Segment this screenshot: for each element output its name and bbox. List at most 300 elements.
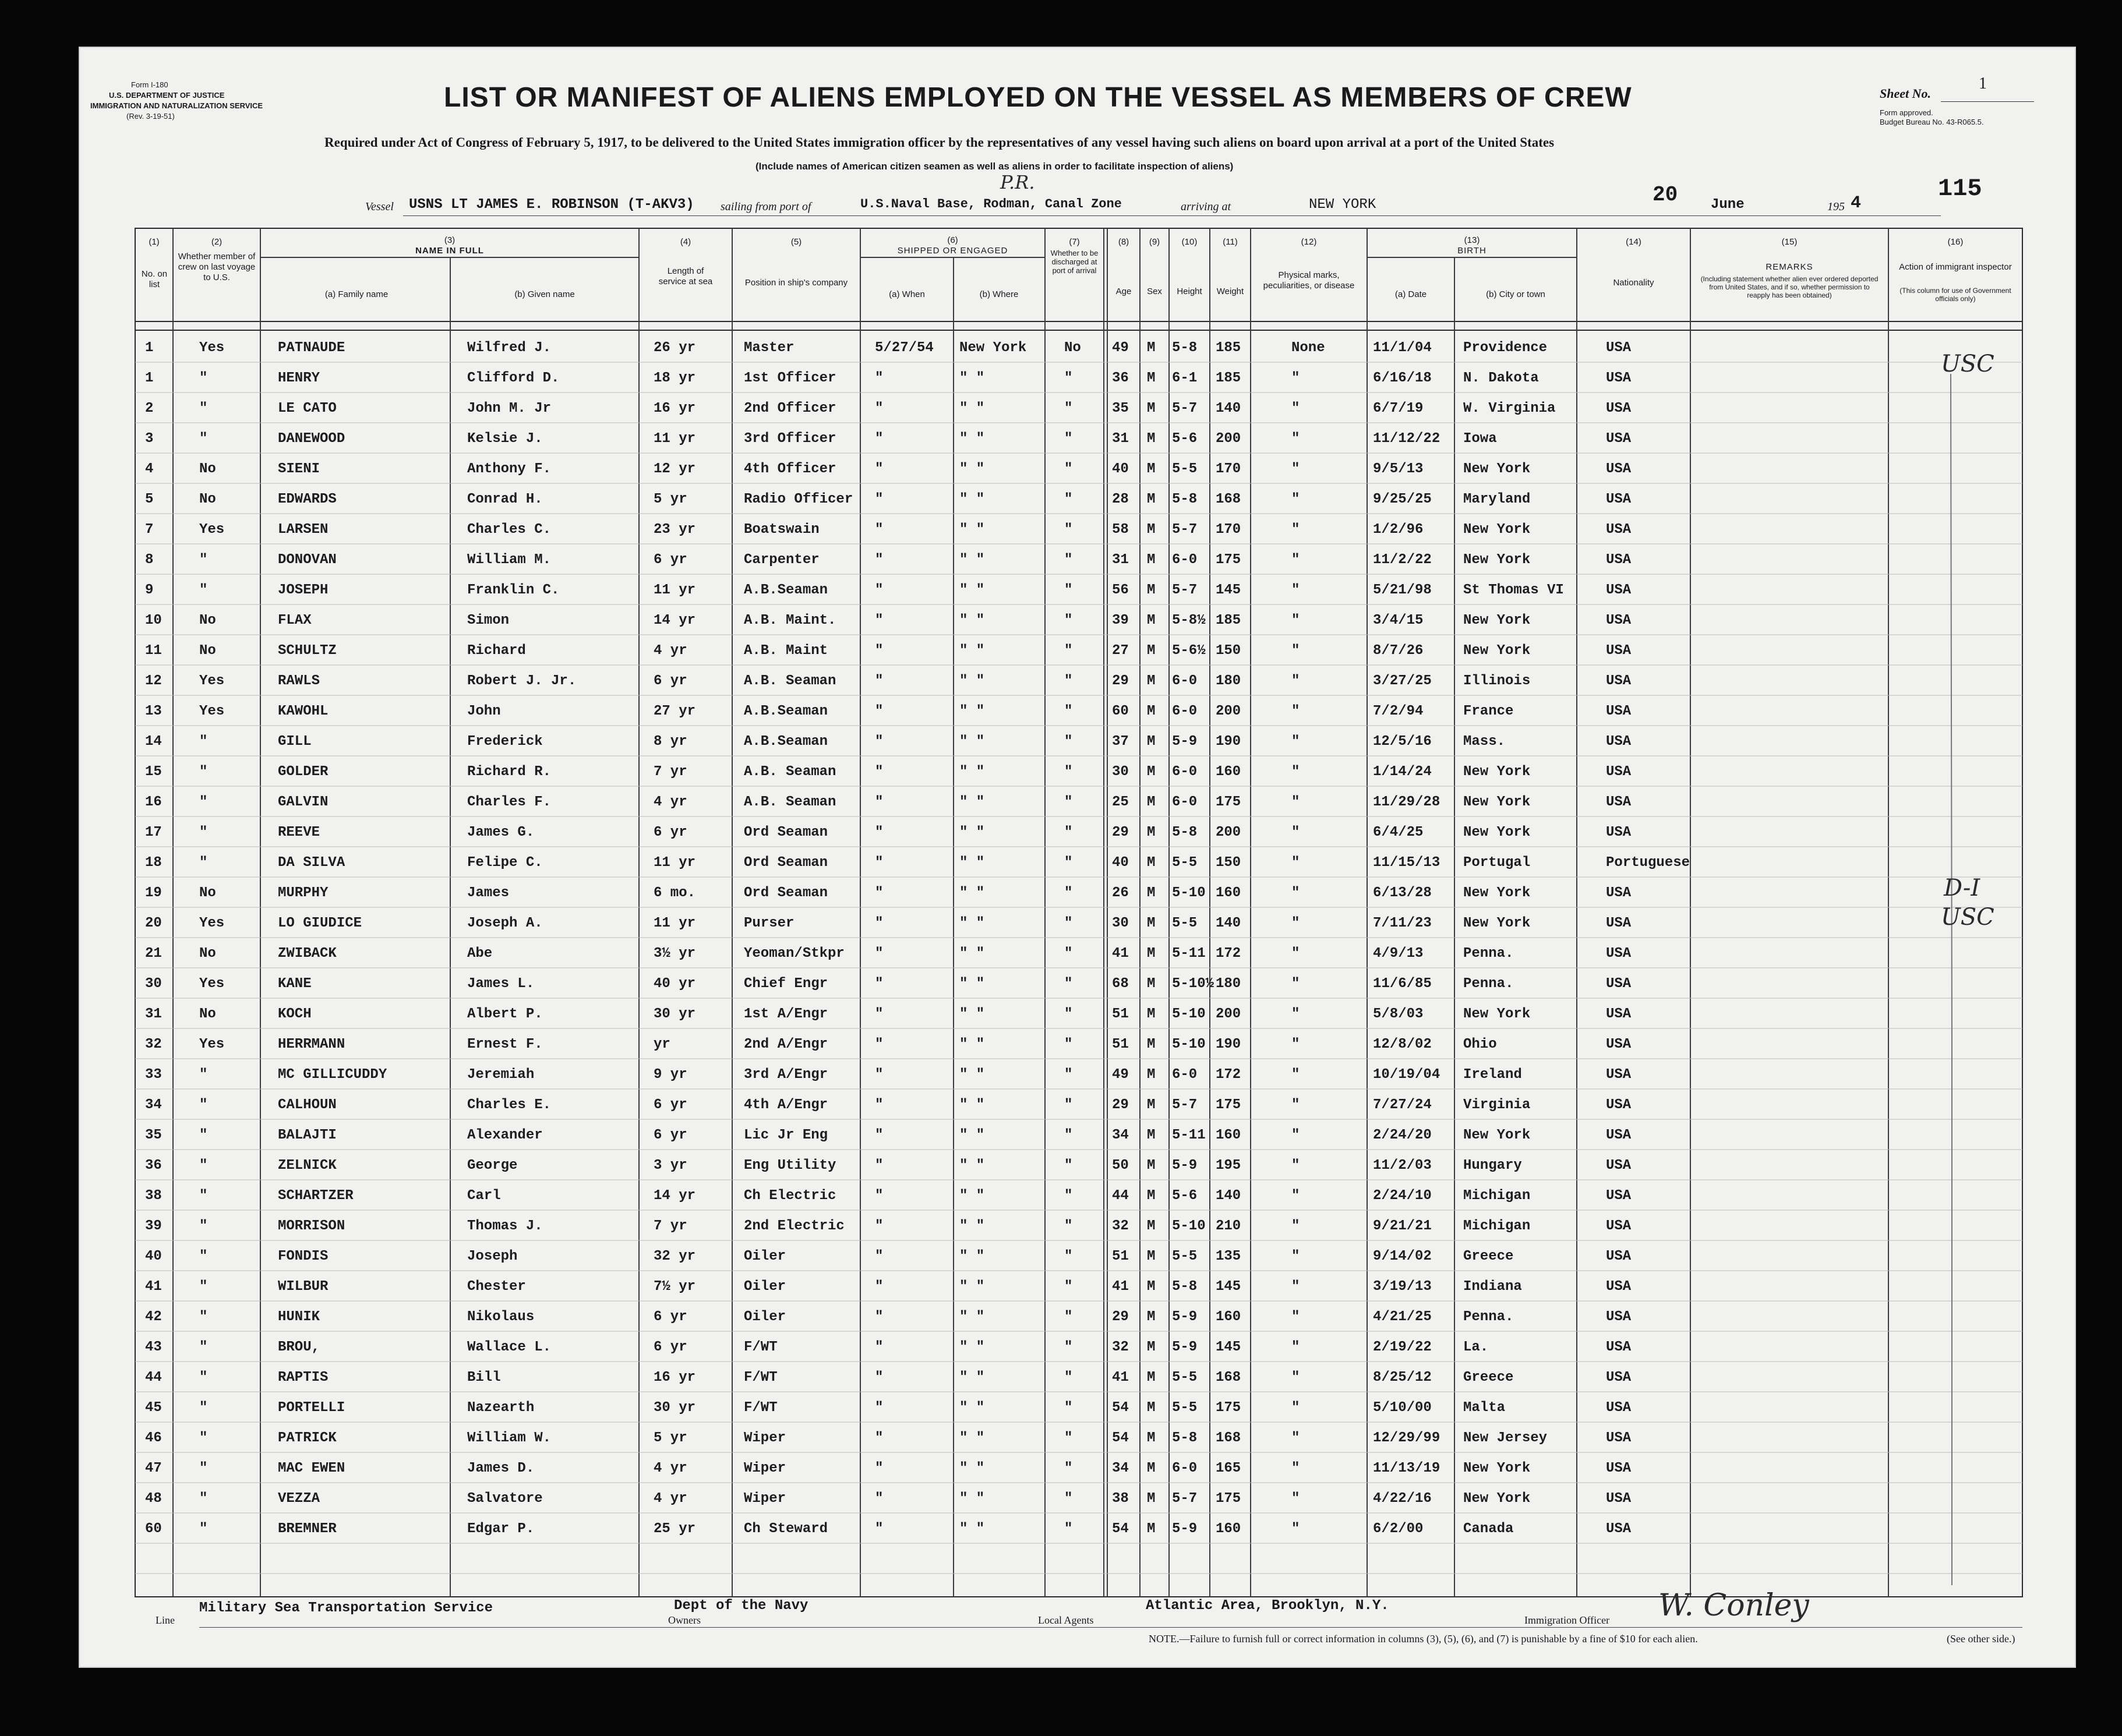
col14-number: (14): [1626, 237, 1641, 247]
height: 5-7: [1172, 401, 1198, 416]
previous-voyage: ": [199, 1279, 208, 1295]
position: 1st Officer: [744, 370, 836, 386]
arrival-month: June: [1711, 197, 1745, 213]
age: 25: [1112, 794, 1129, 810]
discharged: ": [1064, 885, 1073, 901]
physical-marks: ": [1291, 431, 1300, 447]
row-number: 1: [145, 340, 154, 356]
row-number: 11: [145, 643, 162, 659]
physical-marks: ": [1291, 401, 1300, 416]
shipped-when: ": [875, 1279, 884, 1295]
previous-voyage: ": [199, 1521, 208, 1537]
shipped-where: " ": [959, 1249, 985, 1264]
birth-place: New York: [1463, 522, 1531, 538]
age: 29: [1112, 1097, 1129, 1113]
family-name: DANEWOOD: [278, 431, 345, 447]
weight: 200: [1216, 1006, 1241, 1022]
physical-marks: ": [1291, 1339, 1300, 1355]
row-number: 43: [145, 1339, 162, 1355]
row-number: 41: [145, 1279, 162, 1295]
weight: 140: [1216, 401, 1241, 416]
col12-number: (12): [1301, 237, 1317, 247]
age: 60: [1112, 703, 1129, 719]
height: 5-10½: [1172, 976, 1214, 992]
birth-place: Illinois: [1463, 673, 1531, 689]
shipped-when: ": [875, 1309, 884, 1325]
length-of-service: 4 yr: [654, 643, 687, 659]
col9-number: (9): [1149, 237, 1160, 247]
physical-marks: ": [1291, 1491, 1300, 1507]
col1-number: (1): [149, 237, 160, 247]
shipped-where: " ": [959, 1218, 985, 1234]
row-number: 14: [145, 734, 162, 749]
birth-place: France: [1463, 703, 1514, 719]
shipped-where: " ": [959, 885, 985, 901]
sex: M: [1147, 1218, 1156, 1234]
sex: M: [1147, 1491, 1156, 1507]
shipped-where: " ": [959, 734, 985, 749]
row-number: 40: [145, 1249, 162, 1264]
col7-header: Whether to be discharged at port of arrival: [1050, 249, 1099, 275]
shipped-when: ": [875, 1188, 884, 1204]
row-number: 48: [145, 1491, 162, 1507]
weight: 185: [1216, 370, 1241, 386]
physical-marks: ": [1291, 825, 1300, 840]
birth-place: Ireland: [1463, 1067, 1522, 1083]
sex: M: [1147, 401, 1156, 416]
sex: M: [1147, 734, 1156, 749]
department-label: U.S. DEPARTMENT OF JUSTICE: [109, 91, 225, 100]
officer-signature: W. Conley: [1658, 1588, 1809, 1623]
col2-header: Whether member of crew on last voyage to U.S.: [178, 252, 256, 282]
sex: M: [1147, 1067, 1156, 1083]
physical-marks: ": [1291, 976, 1300, 992]
discharged: ": [1064, 1127, 1073, 1143]
nationality: USA: [1606, 1067, 1632, 1083]
family-name: FONDIS: [278, 1249, 329, 1264]
discharged: ": [1064, 703, 1073, 719]
shipped-when: ": [875, 1491, 884, 1507]
birth-date: 4/9/13: [1373, 946, 1424, 961]
birth-date: 11/12/22: [1373, 431, 1440, 447]
given-name: Charles C.: [467, 522, 552, 538]
shipped-when: ": [875, 1037, 884, 1052]
table-row: [80, 756, 2075, 786]
birth-place: Indiana: [1463, 1279, 1522, 1295]
previous-voyage: No: [199, 613, 216, 628]
nationality: USA: [1606, 794, 1632, 810]
shipped-when: ": [875, 492, 884, 507]
nationality: USA: [1606, 1158, 1632, 1173]
weight: 175: [1216, 1400, 1241, 1416]
sex: M: [1147, 703, 1156, 719]
table-row: [80, 1362, 2075, 1392]
sex: M: [1147, 885, 1156, 901]
family-name: PORTELLI: [278, 1400, 345, 1416]
age: 26: [1112, 885, 1129, 901]
weight: 175: [1216, 1097, 1241, 1113]
shipped-when: ": [875, 976, 884, 992]
birth-date: 10/19/04: [1373, 1067, 1440, 1083]
shipped-where: " ": [959, 1430, 985, 1446]
row-number: 31: [145, 1006, 162, 1022]
family-name: VEZZA: [278, 1491, 320, 1507]
shipped-when: ": [875, 794, 884, 810]
position: 4th A/Engr: [744, 1097, 828, 1113]
birth-place: New York: [1463, 915, 1531, 931]
sex: M: [1147, 1339, 1156, 1355]
shipped-where: " ": [959, 703, 985, 719]
family-name: JOSEPH: [278, 582, 329, 598]
given-name: Anthony F.: [467, 461, 552, 477]
weight: 168: [1216, 1430, 1241, 1446]
col9-header: Sex: [1147, 287, 1162, 296]
discharged: ": [1064, 1037, 1073, 1052]
family-name: BALAJTI: [278, 1127, 337, 1143]
position: A.B. Seaman: [744, 794, 836, 810]
discharged: ": [1064, 1461, 1073, 1476]
arrival-year-prefix: 195: [1827, 200, 1845, 213]
shipped-where: " ": [959, 1067, 985, 1083]
position: A.B. Maint.: [744, 613, 836, 628]
shipped-when: ": [875, 734, 884, 749]
shipped-when: ": [875, 1218, 884, 1234]
shipped-when: ": [875, 673, 884, 689]
weight: 135: [1216, 1249, 1241, 1264]
age: 34: [1112, 1127, 1129, 1143]
physical-marks: ": [1291, 1521, 1300, 1537]
row-number: 30: [145, 976, 162, 992]
page-title: LIST OR MANIFEST OF ALIENS EMPLOYED ON THE VESSEL AS MEMBERS OF CREW: [444, 82, 1632, 113]
given-name: Kelsie J.: [467, 431, 543, 447]
position: 4th Officer: [744, 461, 836, 477]
length-of-service: 6 yr: [654, 825, 687, 840]
length-of-service: 25 yr: [654, 1521, 696, 1537]
previous-voyage: No: [199, 946, 216, 961]
length-of-service: 18 yr: [654, 370, 696, 386]
length-of-service: 4 yr: [654, 1491, 687, 1507]
discharged: ": [1064, 613, 1073, 628]
shipped-when: ": [875, 401, 884, 416]
height: 5-10: [1172, 1006, 1206, 1022]
sex: M: [1147, 492, 1156, 507]
height: 6-0: [1172, 794, 1198, 810]
weight: 145: [1216, 1339, 1241, 1355]
age: 41: [1112, 1370, 1129, 1385]
age: 54: [1112, 1400, 1129, 1416]
birth-place: New York: [1463, 1006, 1531, 1022]
given-name: Charles E.: [467, 1097, 552, 1113]
length-of-service: 32 yr: [654, 1249, 696, 1264]
discharged: ": [1064, 946, 1073, 961]
sex: M: [1147, 1249, 1156, 1264]
discharged: ": [1064, 1249, 1073, 1264]
shipped-where: " ": [959, 1370, 985, 1385]
birth-date: 8/25/12: [1373, 1370, 1432, 1385]
length-of-service: 12 yr: [654, 461, 696, 477]
table-row: [80, 907, 2075, 938]
birth-date: 7/27/24: [1373, 1097, 1432, 1113]
crew-manifest-sheet: [79, 47, 2076, 1668]
family-name: LARSEN: [278, 522, 329, 538]
position: 2nd Electric: [744, 1218, 845, 1234]
discharged: ": [1064, 431, 1073, 447]
position: 3rd A/Engr: [744, 1067, 828, 1083]
given-name: Bill: [467, 1370, 501, 1385]
discharged: ": [1064, 1006, 1073, 1022]
table-row: [80, 423, 2075, 453]
given-name: Thomas J.: [467, 1218, 543, 1234]
discharged: ": [1064, 855, 1073, 871]
height: 5-8: [1172, 340, 1198, 356]
position: Ord Seaman: [744, 885, 828, 901]
see-other-side: (See other side.): [1947, 1633, 2015, 1645]
given-name: Carl: [467, 1188, 501, 1204]
shipped-when: ": [875, 431, 884, 447]
physical-marks: ": [1291, 794, 1300, 810]
weight: 200: [1216, 703, 1241, 719]
row-number: 34: [145, 1097, 162, 1113]
age: 29: [1112, 673, 1129, 689]
position: Oiler: [744, 1279, 786, 1295]
age: 27: [1112, 643, 1129, 659]
age: 51: [1112, 1006, 1129, 1022]
family-name: MAC EWEN: [278, 1461, 345, 1476]
discharged: ": [1064, 1339, 1073, 1355]
age: 35: [1112, 401, 1129, 416]
birth-date: 1/2/96: [1373, 522, 1424, 538]
row-number: 2: [145, 401, 154, 416]
shipped-when: ": [875, 1249, 884, 1264]
previous-voyage: ": [199, 370, 208, 386]
nationality: USA: [1606, 431, 1632, 447]
sex: M: [1147, 1279, 1156, 1295]
height: 5-10: [1172, 1037, 1206, 1052]
col3-header: NAME IN FULL: [415, 246, 484, 256]
weight: 160: [1216, 1309, 1241, 1325]
shipped-when: ": [875, 1127, 884, 1143]
height: 5-8: [1172, 825, 1198, 840]
discharged: ": [1064, 1279, 1073, 1295]
physical-marks: ": [1291, 1400, 1300, 1416]
birth-place: Canada: [1463, 1521, 1514, 1537]
length-of-service: 11 yr: [654, 582, 696, 598]
length-of-service: yr: [654, 1037, 670, 1052]
discharged: ": [1064, 370, 1073, 386]
sex: M: [1147, 582, 1156, 598]
shipped-when: ": [875, 552, 884, 568]
birth-date: 1/14/24: [1373, 764, 1432, 780]
length-of-service: 7½ yr: [654, 1279, 696, 1295]
row-number: 10: [145, 613, 162, 628]
birth-place: New York: [1463, 1491, 1531, 1507]
previous-voyage: ": [199, 1097, 208, 1113]
height: 5-9: [1172, 1309, 1198, 1325]
birth-date: 5/10/00: [1373, 1400, 1432, 1416]
nationality: USA: [1606, 582, 1632, 598]
nationality: USA: [1606, 1249, 1632, 1264]
nationality: USA: [1606, 401, 1632, 416]
previous-voyage: ": [199, 1491, 208, 1507]
shipped-when: ": [875, 855, 884, 871]
arrival-year-suffix: 4: [1851, 193, 1862, 213]
nationality: USA: [1606, 1370, 1632, 1385]
weight: 170: [1216, 522, 1241, 538]
height: 5-8: [1172, 1430, 1198, 1446]
row-number: 33: [145, 1067, 162, 1083]
birth-date: 9/5/13: [1373, 461, 1424, 477]
shipped-when: ": [875, 703, 884, 719]
nationality: USA: [1606, 1127, 1632, 1143]
row-number: 5: [145, 492, 154, 507]
given-name: John M. Jr: [467, 401, 552, 416]
length-of-service: 14 yr: [654, 613, 696, 628]
given-name: Robert J. Jr.: [467, 673, 577, 689]
shipped-where: " ": [959, 1097, 985, 1113]
birth-date: 3/4/15: [1373, 613, 1424, 628]
row-number: 1: [145, 370, 154, 386]
sex: M: [1147, 1430, 1156, 1446]
family-name: MORRISON: [278, 1218, 345, 1234]
length-of-service: 40 yr: [654, 976, 696, 992]
discharged: ": [1064, 1188, 1073, 1204]
sheet-number: 1: [1979, 75, 1987, 93]
form-subtitle: Required under Act of Congress of February 5, 1917, to be delivered to the United States immigration officer by the representatives of any vessel having such aliens on board upon arrival at a port of the United States: [324, 135, 1555, 150]
birth-date: 11/2/03: [1373, 1158, 1432, 1173]
nationality: USA: [1606, 1491, 1632, 1507]
port-handwritten-note: P.R.: [1000, 171, 1035, 193]
given-name: James G.: [467, 825, 535, 840]
birth-place: Penna.: [1463, 1309, 1514, 1325]
weight: 170: [1216, 461, 1241, 477]
birth-place: New York: [1463, 552, 1531, 568]
col4-header: Length of service at sea: [658, 266, 713, 287]
length-of-service: 11 yr: [654, 855, 696, 871]
discharged: ": [1064, 1370, 1073, 1385]
nationality: USA: [1606, 734, 1632, 749]
shipped-where: " ": [959, 1006, 985, 1022]
nationality: USA: [1606, 1218, 1632, 1234]
birth-place: Greece: [1463, 1249, 1514, 1264]
nationality: USA: [1606, 1430, 1632, 1446]
given-name: Wallace L.: [467, 1339, 552, 1355]
table-row: [80, 1422, 2075, 1452]
row-number: 46: [145, 1430, 162, 1446]
birth-date: 11/13/19: [1373, 1461, 1440, 1476]
birth-place: Providence: [1463, 340, 1548, 356]
physical-marks: ": [1291, 1127, 1300, 1143]
birth-place: Portugal: [1463, 855, 1531, 871]
physical-marks: ": [1291, 461, 1300, 477]
birth-date: 5/21/98: [1373, 582, 1432, 598]
shipped-when: ": [875, 370, 884, 386]
birth-place: Michigan: [1463, 1188, 1531, 1204]
nationality: USA: [1606, 1006, 1632, 1022]
family-name: MURPHY: [278, 885, 329, 901]
discharged: ": [1064, 976, 1073, 992]
position: F/WT: [744, 1400, 778, 1416]
col15-header: REMARKS: [1766, 262, 1813, 272]
discharged: ": [1064, 764, 1073, 780]
physical-marks: ": [1291, 1067, 1300, 1083]
sex: M: [1147, 855, 1156, 871]
weight: 160: [1216, 885, 1241, 901]
nationality: USA: [1606, 1461, 1632, 1476]
shipped-where: " ": [959, 946, 985, 961]
shipped-where: " ": [959, 552, 985, 568]
length-of-service: 5 yr: [654, 1430, 687, 1446]
shipped-when: ": [875, 1521, 884, 1537]
previous-voyage: ": [199, 764, 208, 780]
col5-header: Position in ship's company: [744, 278, 848, 288]
position: Oiler: [744, 1309, 786, 1325]
family-name: LO GIUDICE: [278, 915, 362, 931]
table-row: [80, 514, 2075, 544]
length-of-service: 3 yr: [654, 1158, 687, 1173]
age: 54: [1112, 1521, 1129, 1537]
birth-place: Ohio: [1463, 1037, 1497, 1052]
nationality: USA: [1606, 1097, 1632, 1113]
age: 38: [1112, 1491, 1129, 1507]
family-name: BROU,: [278, 1339, 320, 1355]
birth-date: 9/21/21: [1373, 1218, 1432, 1234]
row-number: 45: [145, 1400, 162, 1416]
age: 68: [1112, 976, 1129, 992]
height: 5-6: [1172, 1188, 1198, 1204]
birth-date: 8/7/26: [1373, 643, 1424, 659]
discharged: ": [1064, 1097, 1073, 1113]
discharged: ": [1064, 794, 1073, 810]
shipped-when: ": [875, 1400, 884, 1416]
discharged: ": [1064, 643, 1073, 659]
shipped-where: " ": [959, 855, 985, 871]
given-name: Frederick: [467, 734, 543, 749]
given-name: James: [467, 885, 510, 901]
col6a-header: (a) When: [889, 289, 925, 299]
shipped-where: New York: [959, 340, 1027, 356]
given-name: James D.: [467, 1461, 535, 1476]
row-number: 13: [145, 703, 162, 719]
physical-marks: ": [1291, 1249, 1300, 1264]
height: 6-0: [1172, 1067, 1198, 1083]
table-row: [80, 332, 2075, 362]
position: Wiper: [744, 1461, 786, 1476]
previous-voyage: No: [199, 885, 216, 901]
sex: M: [1147, 976, 1156, 992]
birth-place: Maryland: [1463, 492, 1531, 507]
position: Wiper: [744, 1430, 786, 1446]
shipped-when: ": [875, 1067, 884, 1083]
shipped-where: " ": [959, 461, 985, 477]
birth-date: 11/2/22: [1373, 552, 1432, 568]
family-name: CALHOUN: [278, 1097, 337, 1113]
height: 5-5: [1172, 855, 1198, 871]
weight: 168: [1216, 492, 1241, 507]
port-of-sailing: U.S.Naval Base, Rodman, Canal Zone: [860, 197, 1122, 211]
arriving-label: arriving at: [1181, 200, 1231, 213]
nationality: USA: [1606, 340, 1632, 356]
birth-date: 12/29/99: [1373, 1430, 1440, 1446]
table-row: [80, 1513, 2075, 1543]
birth-place: St Thomas VI: [1463, 582, 1564, 598]
length-of-service: 11 yr: [654, 915, 696, 931]
length-of-service: 5 yr: [654, 492, 687, 507]
weight: 175: [1216, 552, 1241, 568]
given-name: John: [467, 703, 501, 719]
nationality: USA: [1606, 703, 1632, 719]
discharged: No: [1064, 340, 1081, 356]
physical-marks: ": [1291, 643, 1300, 659]
